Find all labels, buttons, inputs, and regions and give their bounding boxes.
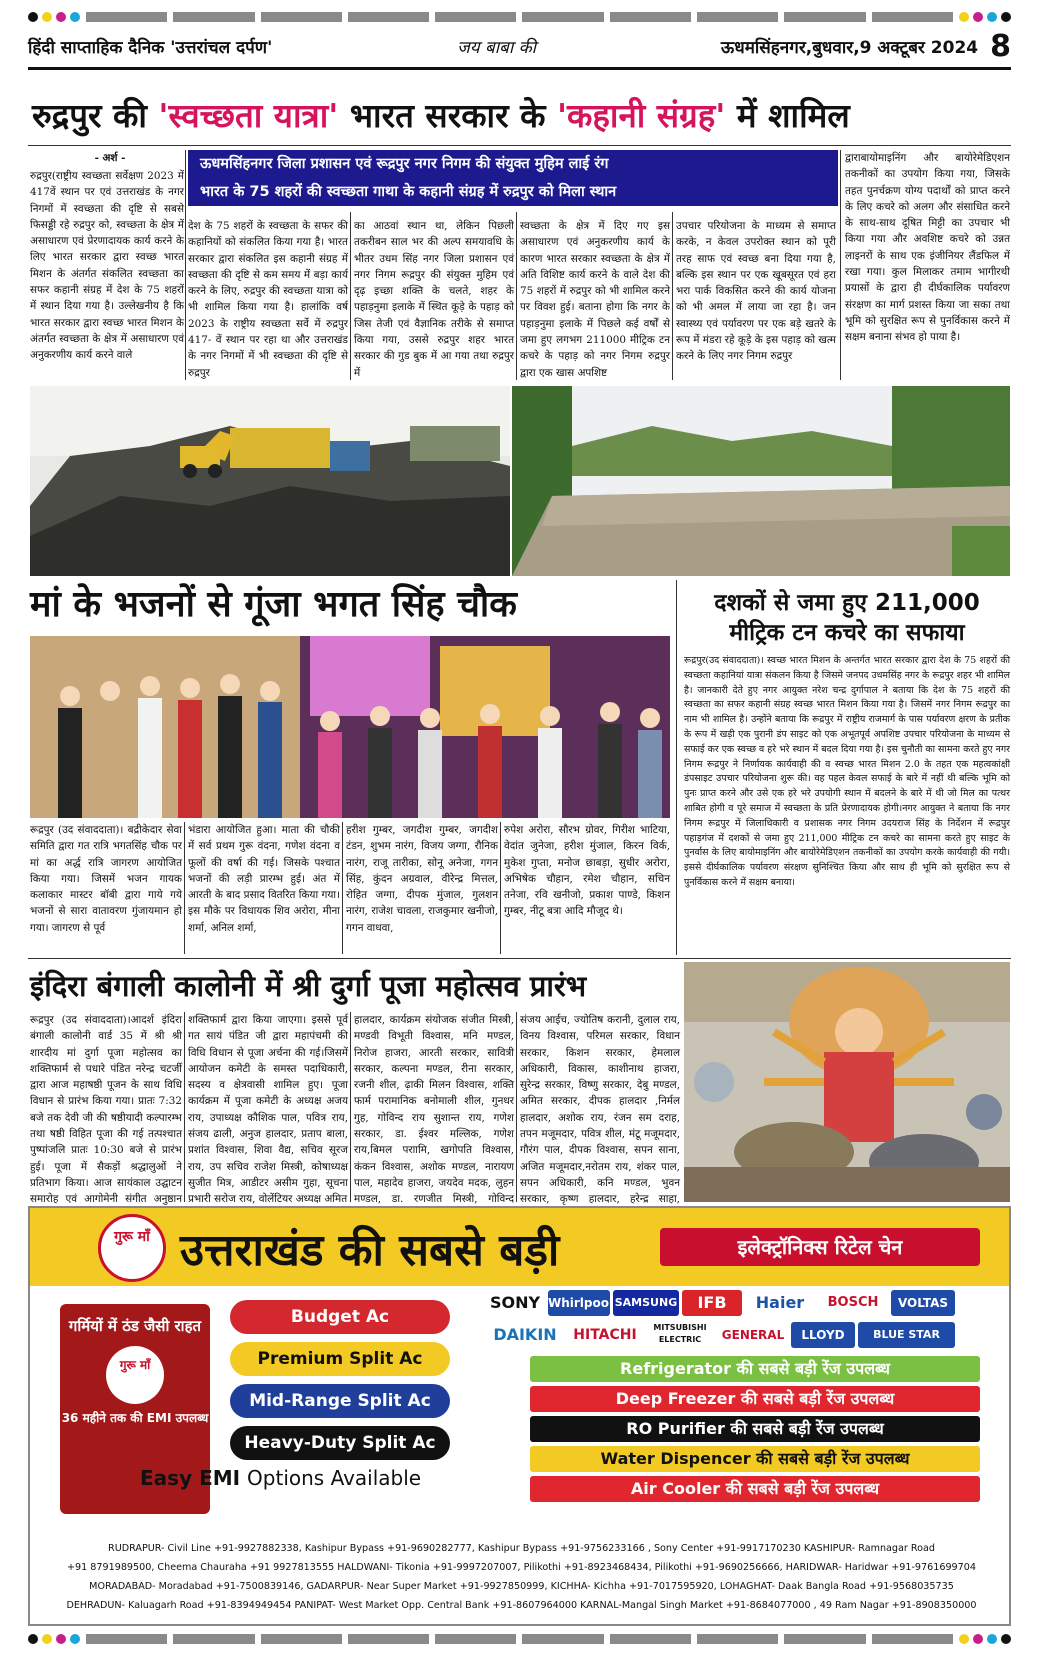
paper-name: हिंदी साप्ताहिक दैनिक 'उत्तरांचल दर्पण'	[28, 38, 273, 58]
masthead	[28, 26, 1011, 70]
story1-col5: उपचार परियोजना के माध्यम से समाप्त करके, न केवल उपरोक्त स्थान को पूरी तरह साफ एवं स्वच्छ बना दिया गया है, बल्कि इस स्थान पर एक खूबसूरत एवं हरा भरा पार्क विकसित करने की कार्य योजना को भी अमल में लाया जा रहा है। जन स्वास्थ्य एवं पर्यावरण पर एक बड़े खतरे के रूप में मंडरा रहे कूड़े के इस पहाड़ को खत्म करने के लिए नगर निगम रुद्रपुर	[676, 220, 837, 363]
store-addresses-line3: MORADABAD- Moradabad +91-7500839146, GADARPUR- Near Super Market +91-9927850999, KICHHA- Kichha +91-7017595920, LOHAGHAT- Daak Bangla Road +91-9568035735	[89, 1581, 954, 1592]
story2-col2: भंडारा आयोजित हुआ। माता की चौकी में सर्व प्रथम गुरू वंदना, गणेश वंदना व फूलों की वर्षा की गई। जिसके पश्चात भजनों की लड़ी प्रारम्भ हुई। अंत में आरती के बाद प्रसाद वितरित किया गया। इस मौके पर विधायक शिव अरोरा, मीना शर्मा, अनिल शर्मा,	[188, 824, 340, 934]
band-water-dispencer: Water Dispencer की सबसे बड़ी रेंज उपलब्ध	[530, 1446, 980, 1472]
story2-col1: रूद्रपुर (उद संवाददाता)। बद्रीकेदार सेवा समिति द्वारा गत रात्रि भगतसिंह चौक पर मां का अर्द्ध रात्रि जागरण आयोजित किया गया। जिसमें भजन गायक कलाकार मास्टर बॉबी द्वारा गाये गये भजनों से सारा वातावरण गुंजायमान हो गया। जागरण से पूर्व	[30, 824, 182, 934]
story3-headline	[684, 588, 1010, 648]
dumpsite-photo	[30, 386, 510, 576]
story4-col2: शक्तिफार्म द्वारा किया जाएगा। इससे पूर्व गत सायं पंडित जी द्वारा महापंचमी की विधि विधान से पूजा अर्चना की गई।जिसमें आयोजन कमेटी के समस्त पदाधिकारी, सदस्य व क्षेत्रवासी शामिल हुए। पूजा कार्यक्रम में पूजा कमेटी के अध्यक्ष अजय राय, उपाध्यक्ष कौशिक पाल, पवित्र राय, संजय ढाली, अनुज हालदार, प्रताप बाला, प्रशांत विश्वास, शिवा वैद्य, सचिव सूरज राय, उप सचिव राजेश मिस्त्री, कोषाध्यक्ष सुजीत मित्र, आडीटर असीम गुहा, सूचना प्रभारी सरोज राय, वोलेंटियर अध्यक्ष अमित	[188, 1014, 348, 1206]
jagran-photo	[30, 636, 670, 818]
deck-line: ऊधमसिंहनगर जिला प्रशासन एवं रूद्रपुर नगर निगम की संयुक्त मुहिम लाई रंग	[200, 156, 609, 172]
pill-premium-split-ac: Premium Split Ac	[230, 1342, 450, 1376]
cleared-ground-photo	[512, 386, 1010, 576]
story2-col4: रुपेश अरोरा, सौरभ ग्रोवर, गिरीश भाटिया, वेदांत जुनेजा, हरीश मुंजाल, किरन विर्क, मुकेश गुप्ता, मनोज छाबड़ा, सुधीर अरोरा, अभिषेक चौहान, रमेश चौहान, सचिन तनेजा, रवि खनीजो, प्रकाश पाण्डे, किशन गुम्बर, नीटू बत्रा आदि मौजूद थे।	[504, 824, 670, 918]
brand-voltas: VOLTAS	[891, 1290, 955, 1316]
deck-line: भारत के 75 शहरों की स्वच्छता गाथा के कहानी संग्रह में रुद्रपुर को मिला स्थान	[200, 184, 617, 200]
brand-general: GENERAL	[721, 1328, 785, 1342]
brand-sony: SONY	[489, 1293, 541, 1312]
dateline: ऊधमसिंहनगर,बुधवार,9 अक्टूबर 2024	[720, 38, 979, 58]
easy-emi-options: Options Available	[247, 1466, 422, 1490]
guru-maa-logo: गुरू माँ	[98, 1214, 166, 1282]
pill-mid-range-split-ac: Mid-Range Split Ac	[230, 1384, 450, 1418]
story4-col3: हालदार, कार्यक्रम संयोजक संजीत मिस्त्री, मण्डवी विभूती विश्वास, मनि मण्डल, निरोज हाजरा, आरती सरकार, सावित्री सरकार, कल्पना मण्डल, रीना सरकार, रजनी शील, ढ़ाकी मिलन विश्वास, शक्ति फार्म परामानिक बनोमाली शील, गुनधर गुह, गोविन्द राय सुशान्त राय, गणेश सरकार, डा. ईश्वर मल्लिक, गणेश राय,बिमल पराामि, खगोपति विश्वास, कंकन विश्वास, अशोक मण्डल, नारायण पाल, महादेव हाजरा, जयदेव मदक, लुहन मण्डल, डा. रणजीत मिस्त्री, गोविन्द	[354, 1014, 514, 1206]
band-air-cooler: Air Cooler की सबसे बड़ी रेंज उपलब्ध	[530, 1476, 980, 1502]
store-addresses-line2: +91 8791989500, Cheema Chauraha +91 9927813555 HALDWANI- Tikonia +91-9997207007, Pilikothi +91-8923468434, Pilikothi +91-9690256666, HARIDWAR- Haridwar +91-9761699704	[67, 1562, 976, 1573]
ad-title: उत्तराखंड की सबसे बड़ी	[180, 1225, 560, 1276]
brand-daikin: DAIKIN	[493, 1325, 557, 1344]
story1-col1: रुद्रपुर(राष्ट्रीय स्वच्छता सर्वेक्षण 2023 में 417वें स्थान पर एवं उत्तराखंड के नगर निगमों में स्वच्छता की दृष्टि से सबसे फिसड्डी रहे रुद्रपुर को, स्वच्छता के क्षेत्र में असाधारण एवं प्रेरणादायक कार्य करने के लिए भारत सरकार द्वारा स्वच्छ भारत मिशन के अंतर्गत संकलित स्वच्छता का सफर कहानी संग्रह में देश के 75 शहरों में स्थान दिया गया है। उल्लेखनीय है कि भारत सरकार द्वारा स्वच्छ भारत मिशन के अंतर्गत स्वच्छता के क्षेत्र में असाधारण एवं अनुकरणीय कार्य करने वाले	[30, 170, 184, 362]
band-refrigerator: Refrigerator की सबसे बड़ी रेंज उपलब्ध	[530, 1356, 980, 1382]
emi-offer: 36 महीने तक की EMI उपलब्ध	[61, 1411, 209, 1425]
story4-col1: रूद्रपुर (उद संवाददाता)।आदर्श इंदिरा बंगाली कालोनी वार्ड 35 में श्री श्री शारदीय मां दुर्गा पूजा महोत्सव का शक्तिफार्म से पधारे पंडित नरेन्द्र चटर्जी द्वारा आज महाषष्ठी पूजन के साथ विधि विधान से प्रारंभ किया गया। प्रातः 7:32 बजे तक देवी जी की षष्ठीयादी कल्पारम्भ तथा षष्ठी विहित पूजा की गई तत्पश्चात पुष्पांजलि प्रातः 10:30 बजे से प्रारंभ हुई। पूजा में सैकड़ों श्रद्धालुओं ने प्रतिभाग किया। आज सायंकाल उद्घाटन समारोह एवं आगोमेनी संगीत अनुष्ठान	[30, 1014, 182, 1206]
story1-col2: देश के 75 शहरों के स्वच्छता के सफर की कहानियों को संकलित किया गया है। भारत सरकार द्वारा संकलित इस कहानी संग्रह में स्वच्छता की दृष्टि से कम समय में बड़ा कार्य करने के लिए, रुद्रपुर की स्वच्छता यात्रा को भी शामिल किया गया है। हालांकि वर्ष 2023 के राष्ट्रीय स्वच्छता सर्वे में रुद्रपुर 417- वें स्थान पर रहा था और उत्तराखंड के नगर निगमों में भी स्वच्छता की दृष्टि से रुद्रपुर	[188, 220, 348, 379]
masthead-slogan: जय बाबा की	[457, 38, 537, 58]
story4-headline: इंदिरा बंगाली कालोनी में श्री दुर्गा पूजा महोत्सव प्रारंभ	[30, 969, 587, 1003]
easy-emi	[140, 1466, 421, 1490]
brand-lloyd: LLOYD	[791, 1322, 855, 1348]
headline-part: रुद्रपुर की	[32, 96, 147, 135]
story1-deck	[188, 150, 838, 206]
band-ro-purifier: RO Purifier की सबसे बड़ी रेंज उपलब्ध	[530, 1416, 980, 1442]
story2-col3: हरीश गुम्बर, जगदीश गुम्बर, जगदीश टंडन, शुभम नारंग, विजय जग्गा, रौनिक नारंग, राजू तारीका, सोनू अनेजा, गगन सिंह, कुंदन अग्रवाल, वीरेन्द्र मित्तल, रोहित जग्गा, दीपक मुंजाल, गुलशन नारंग, राजेश चावला, राजकुमार खनीजो, गगन वाधवा,	[346, 824, 498, 934]
headline-highlight: 'कहानी संग्रह'	[556, 96, 726, 135]
story2-headline: मां के भजनों से गूंजा भगत सिंह चौक	[30, 584, 517, 625]
brand-bosch: BOSCH	[827, 1295, 879, 1310]
headline-line: दशकों से जमा हुए 211,000	[714, 590, 980, 616]
story3-body: रूद्रपुर(उद संवाददाता)। स्वच्छ भारत मिशन के अन्तर्गत भारत सरकार द्वारा देश के 75 शहरों की स्वच्छता कहानियां यात्रा संकलन किया है जिसमे जनपद उधमसिंह नगर के रूद्रपुर शहर भी शामिल है। जानकारी देते हुए नगर आयुक्त नरेश चन्द्र दुर्गापाल ने बताया कि देश के 75 शहरों की स्वच्छता का सफर कहानी संग्रह स्वच्छ भारत मिशन किया गया है। जिसमें नगर निगम रूद्रपुर का नाम भी शामिल है। उन्होंने बताया कि रूद्रपुर में राष्ट्रीय राजमार्ग के पास पर्यावरण क्षरण के प्रतीक के रूप में खड़ी एक पुरानी डंप साइट को एक अभूतपूर्व अपशिष्ट उपचार परियोजना के माध्यम से सफाई कर एक स्वच्छ व हरे भरे स्थान में बदल दिया गया है। इस चुनौती का सामना करते हुए नगर निगम रूद्रपुर ने निर्णायक कार्यवाही की व स्वच्छ भारत मिशन 2.0 के तहत एक महत्वकांक्षी डंपसाइट उपचार परियोजना शुरू की। वह पहल केवल सफाई के बारे में नहीं थी बल्कि भूमि को पुनः प्राप्त करने और उसे एक हरे भरे उपयोगी स्थान में बदलने के बारे में थी जो मिल का पत्थर शाबित होगी व पूरे समाज में स्वच्छता के प्रति प्रेरणादायक होगी।नगर आयुक्त ने बताया कि नगर निगम रूद्रपुर में जिलाधिकारी व प्रशासक नगर निगम उदयराज सिंह के निर्देशन में रूद्रपुर पहाड़गंज में दशकों से जमा हुए 211,000 मीट्रिक टन कचरे का सामना करते हुए साइट के पुनर्वास के लिए बायोमाइनिंग और बायोरेमेडिएशन तकनीकों का उपयोग करके कार्यवाही की गयी। इससे दीर्घकालिक पर्यावरण संरक्षण सुनिश्चित किया और साथ ही भूमि को सुरक्षित रूप से पुनर्विकास करने में सक्षम बनाया।	[684, 655, 1010, 888]
store-addresses-line1: RUDRAPUR- Civil Line +91-9927882338, Kashipur Bypass +91-9690282777, Kashipur Bypass +91-9756233166 , Sony Center +91-9917170230 KASHIPUR- Ramnagar Road	[108, 1543, 935, 1554]
headline-highlight: 'स्वच्छता यात्रा'	[158, 96, 339, 135]
registration-strip-bottom	[0, 1628, 1039, 1650]
story4-col4: संजय आईच, ज्योतिष करानी, दुलाल राय, विनय विश्वास, परिमल सरकार, विधान सरकार, किशन सरकार, हेमलाल अधिकारी, विकास, काशीनाथ हाजरा, सुरेन्द्र सरकार, विष्णु सरकार, देबु मण्डल, अमित सरकार, दीपक हालदार ,निर्मल हालदार, अशोक राय, रंजन सम दराह, तपन मजूमदार, पवित्र शील, मंटू मजूमदार, गौरंग पाल, दीपक विश्वास, सपन साना, अजित मजूमदार,नरोतम राय, शंकर पाल, सपन अधिकारी, कनि मण्डल, भुवन सरकार, कृष्ण हालदार, हरेन्द्र साहा,	[520, 1014, 680, 1206]
brand-mitsubishi: MITSUBISHI ELECTRIC	[653, 1323, 707, 1344]
band-deep-freezer: Deep Freezer की सबसे बड़ी रेंज उपलब्ध	[530, 1386, 980, 1412]
easy-emi-label: Easy EMI	[140, 1466, 241, 1490]
story1-headline	[32, 92, 1007, 140]
page-number: 8	[990, 29, 1011, 64]
guru-maa-logo-small: गुरू माँ	[106, 1346, 164, 1404]
brand-whirlpool: Whirlpool	[548, 1290, 610, 1316]
ad-chain-label: इलेक्ट्रॉनिक्स रिटेल चेन	[660, 1228, 980, 1266]
headline-line: मीट्रिक टन कचरे का सफाया	[729, 620, 965, 646]
brand-ifb: IFB	[682, 1290, 742, 1316]
headline-part: भारत सरकार के	[349, 96, 546, 135]
pill-heavy-duty-split-ac: Heavy-Duty Split Ac	[230, 1426, 450, 1460]
brand-samsung: SAMSUNG	[613, 1290, 679, 1316]
headline-part: में शामिल	[736, 96, 850, 135]
brand-hitachi: HITACHI	[573, 1327, 637, 1343]
byline: - अर्श -	[94, 152, 126, 164]
story1-col6: द्वाराबायोमाइनिंग और बायोरेमेडिएशन तकनीकों का उपयोग किया गया, जिसके तहत पुनर्चक्रण योग्य पदार्थों को प्राप्त करने के लिए कचरे को अलग और संसाधित करने के साथ-साथ दूषित मिट्टी का उपचार भी किया गया और अवशिष्ट कचरे को उन्नत लाइनरों के साथ एक इंजीनियर लैंडफिल में रखा गया। कुल मिलाकर तमाम भागीरथी प्रयासों के द्वारा ही दीर्घकालिक पर्यावरण संरक्षण का मार्ग प्रशस्त किया जा सका तथा भूमि को सुरक्षित रूप से पुनर्विकास करने में सक्षम बनाना संभव हो पाया है।	[845, 152, 1010, 344]
pill-budget-ac: Budget Ac	[230, 1300, 450, 1334]
electronics-ad	[28, 1206, 1011, 1626]
story1-col3: का आठवां स्थान था, लेकिन पिछली तकरीबन साल भर की अल्प समयावधि के भीतर उधम सिंह नगर जिला प्रशासन एवं नगर निगम रूद्रपुर की संयुक्त मुहिम एवं दृढ़ इच्छा शक्ति के चलते, शहर के पहाड़नुमा इलाके में स्थित कूड़े के पहाड़ को जिस तेजी एवं वैज्ञानिक तरीके से समाप्त किया गया, उससे रुद्रपुर शहर भारत सरकार की गुड बुक में आ गया तथा रुद्रपुर में	[354, 220, 514, 379]
offer-headline: गर्मियों में ठंड जैसी राहत	[68, 1317, 202, 1335]
durga-idol-photo	[684, 962, 1010, 1202]
story1-col4: स्वच्छता के क्षेत्र में दिए गए इस असाधारण एवं अनुकरणीय कार्य के कारण भारत सरकार स्वच्छता के क्षेत्र में अति विशिष्ट कार्य करने के वाले देश की 75 शहरों में रुद्रपुर को भी शामिल करने पर विवश हुई। बताना होगा कि नगर के पहाड़नुमा इलाके में पिछले कई वर्षों से जमा हुए लगभग 211000 मीट्रिक टन कचरे के पहाड़ को नगर निगम रुद्रपुर द्वारा एक खास अपशिष्ट	[520, 220, 670, 379]
brand-blue-star: BLUE STAR	[858, 1322, 955, 1348]
store-addresses-line4: DEHRADUN- Kaluagarh Road +91-8394949454 PANIPAT- West Market Opp. Central Bank +91-8607964000 KARNAL-Mangal Singh Market +91-8684077000 , 49 Ram Nagar +91-8908350000	[66, 1600, 977, 1611]
brand-haier: Haier	[755, 1293, 805, 1312]
registration-strip-top	[0, 6, 1039, 28]
